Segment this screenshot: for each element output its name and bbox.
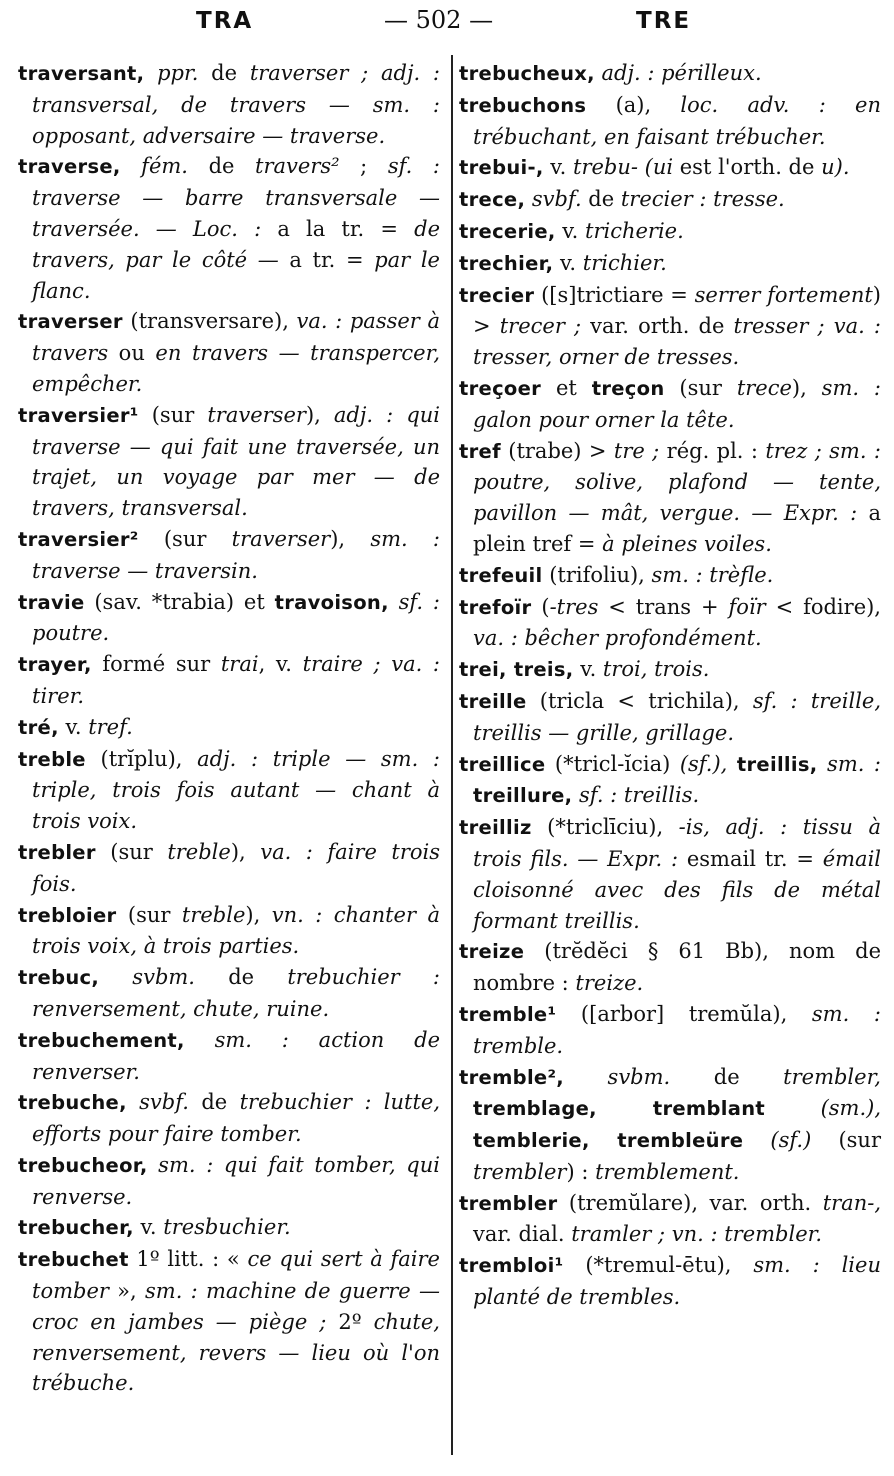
dictionary-entry [459, 686, 881, 749]
italic-text: troi, trois. [602, 657, 710, 682]
italic-text: treize. [575, 971, 644, 996]
dictionary-entry [459, 280, 881, 373]
dictionary-entry [459, 152, 881, 184]
italic-text: tremblement. [595, 1159, 740, 1184]
headword: trebuche, [18, 1091, 127, 1115]
right-column [459, 58, 881, 1313]
headword: trebuchement, [18, 1028, 185, 1052]
italic-text: à pleines voiles. [602, 531, 772, 556]
headword: traverser [18, 310, 123, 334]
italic-text: sm. : lieu planté de trembles. [473, 1253, 881, 1310]
roman-text: ), [230, 839, 261, 864]
roman-text: (*tricl-ĭcia) [545, 751, 680, 776]
roman-text: a tr. = [278, 247, 375, 272]
roman-text: ), [305, 402, 334, 427]
dictionary-entry [459, 1250, 881, 1313]
roman-text: et [541, 375, 592, 400]
roman-text: ( [531, 594, 550, 619]
headword: trefoïr [459, 595, 532, 619]
italic-text: trai [220, 652, 259, 677]
dictionary-entry [459, 560, 881, 592]
italic-text: sm. : trèfle. [651, 562, 774, 587]
headword: treçoer [459, 376, 542, 400]
italic-text: tre ; [613, 438, 660, 463]
dictionary-entry [459, 58, 881, 90]
roman-text: ou [108, 341, 156, 366]
italic-text: traverser [231, 526, 331, 551]
italic-text: ppr. [144, 61, 199, 85]
italic-text: chute, renversement, revers — lieu où l'on trébuche. [32, 1309, 440, 1396]
roman-text: ) : [566, 1159, 596, 1184]
roman-text: rég. pl. : [659, 438, 766, 463]
roman-text: (trifoliu), [542, 562, 652, 587]
italic-text: (sf.), [679, 751, 728, 776]
dictionary-entry [18, 400, 440, 524]
headword: trebuc, [18, 966, 100, 990]
roman-text: (tremŭlare), var. orth. [557, 1190, 823, 1215]
dictionary-entry [459, 248, 881, 280]
dictionary-entry [459, 812, 881, 936]
headword: trechier, [459, 251, 554, 275]
roman-text: ; [339, 154, 388, 179]
dictionary-entry [459, 654, 881, 686]
headword: travie [18, 590, 85, 614]
headword: trecerie, [459, 219, 556, 243]
running-head-right: TRE [636, 8, 692, 34]
italic-text: va. : faire trois fois. [32, 839, 440, 896]
headword: trece, [459, 188, 526, 212]
headword: tremble², [459, 1065, 564, 1089]
italic-text: sm. : tremble. [473, 1001, 881, 1058]
italic-text: -is, adj. : tissu à trois fils. — Expr. : [473, 815, 881, 871]
dictionary-entry [18, 900, 440, 963]
dictionary-entry [18, 1244, 440, 1399]
italic-text: vn. : chanter à trois voix, à trois parties. [32, 902, 440, 959]
roman-text: (transversare), [122, 309, 297, 334]
roman-text: a plein tref = [473, 501, 881, 556]
headword: trebucheux, [459, 62, 595, 85]
headword: treize [459, 940, 525, 964]
italic-text: ce qui sert à faire tomber [32, 1247, 440, 1304]
italic-text: trecier : tresse. [620, 187, 785, 212]
roman-text: (*tremul-ētu), [563, 1253, 754, 1278]
roman-text: est l'orth. de [673, 155, 822, 180]
roman-text: (trĕdĕci § 61 Bb), nom de nombre : [473, 939, 881, 996]
headword: treble [18, 747, 86, 771]
italic-text: sm. : qui fait tomber, qui renverse. [32, 1152, 440, 1209]
dictionary-entry [18, 962, 440, 1025]
roman-text: (tricla < trichila), [526, 688, 753, 713]
headword: trebler [18, 840, 96, 864]
italic-text: trebu- (ui [573, 155, 674, 180]
dictionary-entry [459, 436, 881, 560]
dictionary-entry [18, 1212, 440, 1244]
headword: tremble¹ [459, 1002, 557, 1026]
roman-text: ), [245, 902, 272, 927]
headword: temblerie, trembleüre [473, 1129, 744, 1153]
italic-text: treble [167, 839, 231, 864]
roman-text: (sur [138, 526, 232, 551]
headword: trebui-, [459, 156, 544, 180]
headword: trebuchet [18, 1248, 129, 1272]
dictionary-entry [459, 184, 881, 216]
headword: trecier [459, 283, 535, 307]
italic-text: trebuchier : renversement, chute, ruine. [32, 965, 440, 1021]
roman-text: v. [573, 657, 603, 682]
italic-text: u). [821, 155, 850, 180]
dictionary-entry [18, 649, 440, 712]
italic-text: adj. : triple — sm. : triple, trois fois autant — chant à trois voix. [32, 746, 441, 834]
dictionary-entry [459, 90, 881, 153]
italic-text: trecer ; [499, 314, 582, 339]
dictionary-entry [459, 999, 881, 1062]
roman-text: ([s]trictiare = [534, 282, 695, 307]
roman-text: (sur [664, 375, 737, 400]
running-head-left: TRA [196, 8, 254, 34]
dictionary-entry [18, 1087, 440, 1150]
italic-text: va. : bêcher profondément. [473, 626, 762, 651]
italic-text: (sm.), [765, 1096, 881, 1121]
italic-text: sm. : action de renverser. [32, 1027, 440, 1084]
roman-text: (*triclīciu), [531, 815, 679, 840]
roman-text: 2º [326, 1309, 374, 1334]
roman-text: de [581, 187, 621, 212]
roman-text: < fodire), [765, 594, 881, 619]
roman-text: de [188, 1090, 240, 1115]
dictionary-entry [18, 1150, 440, 1213]
italic-text: va. : passer à travers [32, 309, 440, 366]
roman-text: , v. [258, 652, 303, 677]
italic-text: traverser ; adj. : transversal, de travers — sm. : opposant, adversaire — traverse. [32, 61, 440, 148]
italic-text: svbf. [525, 187, 582, 212]
italic-text: tramler ; vn. : trembler. [571, 1222, 823, 1247]
roman-text: a la tr. = [261, 216, 415, 241]
roman-text: (sur [95, 839, 168, 864]
italic-text: trembler, [783, 1064, 881, 1089]
roman-text: < trans + [598, 594, 729, 619]
roman-text: (sur [138, 402, 208, 427]
italic-text: sm. : traverse — traversin. [32, 526, 441, 583]
headword: tref [459, 439, 501, 463]
headword: trei, treis, [459, 658, 574, 682]
italic-text: émail cloisonné avec des fils de métal formant treillis. [473, 846, 882, 933]
roman-text: 1º litt. : « [128, 1247, 248, 1272]
headword: travoison, [274, 590, 389, 614]
roman-text: v. [133, 1215, 164, 1240]
headword: treilliz [459, 816, 532, 840]
roman-text: var. dial. [473, 1222, 572, 1247]
italic-text: sf. : poutre. [32, 589, 440, 646]
dictionary-entry [459, 592, 881, 655]
italic-text: trembler [473, 1159, 567, 1184]
headword: trebucher, [18, 1216, 134, 1240]
italic-text: en travers — transpercer, empêcher. [32, 341, 440, 396]
headword: treille [459, 689, 527, 713]
headword: treçon [591, 376, 665, 400]
headword: treillure, [473, 784, 573, 808]
italic-text: -tres [549, 594, 599, 619]
column-divider [451, 55, 453, 1455]
italic-text: travers² [255, 154, 340, 179]
italic-text: sf. : treille, treillis — grille, grillage. [473, 688, 882, 745]
dictionary-entry [18, 306, 440, 399]
italic-text: sf. : traverse — barre transversale — traversée. — Loc. : [32, 154, 440, 241]
roman-text: (sav. *trabia) et [84, 589, 275, 614]
headword: trebloier [18, 903, 117, 927]
dictionary-entry [459, 1062, 881, 1188]
roman-text: ([arbor] tremŭla), [556, 1001, 812, 1026]
italic-text: trez ; sm. : poutre, solive, plafond — tente, pavillon — mât, vergue. — Expr. : [473, 438, 881, 526]
dictionary-entry [459, 936, 881, 999]
headword: traverse, [18, 155, 121, 179]
italic-text: tresser ; va. : tresser, orner de tresses. [473, 314, 881, 370]
left-column [18, 58, 440, 1399]
dictionary-entry [18, 744, 440, 837]
italic-text: adj. : qui traverse — qui fait une traversée, un trajet, un voyage par mer — de travers, transversal. [32, 402, 441, 521]
italic-text: de travers, par le côté — [32, 216, 440, 272]
italic-text: sm. : galon pour orner la tête. [473, 375, 881, 432]
roman-text: formé sur [91, 652, 221, 677]
italic-text: par le flanc. [32, 247, 440, 303]
italic-text: sm. : [817, 751, 882, 776]
roman-text: ), [330, 526, 371, 551]
italic-text: loc. adv. : en trébuchant, en faisant trébucher. [473, 92, 881, 149]
roman-text: var. orth. de [581, 314, 734, 339]
italic-text: svbf. [126, 1090, 189, 1115]
italic-text: treble [181, 902, 246, 927]
italic-text: tran-, [822, 1190, 881, 1215]
headword: trembloi¹ [459, 1254, 564, 1278]
italic-text: fém. [120, 154, 188, 179]
roman-text: (trabe) > [500, 438, 614, 463]
roman-text: ), [791, 375, 822, 400]
italic-text: serrer fortement [694, 282, 873, 307]
italic-text: tresbuchier. [163, 1215, 291, 1240]
dictionary-entry [459, 749, 881, 813]
headword: traversier¹ [18, 403, 139, 427]
roman-text: », [108, 1279, 145, 1304]
dictionary-entry [459, 373, 881, 436]
italic-text: trebuchier : lutte, efforts pour faire tomber. [32, 1090, 440, 1147]
headword: trefeuil [459, 563, 543, 587]
headword: treillis, [736, 752, 818, 776]
roman-text: (trĭplu), [85, 746, 198, 771]
italic-text: tref. [88, 714, 133, 739]
roman-text: (a), [586, 92, 681, 117]
headword: trembler [459, 1191, 558, 1215]
italic-text: traire ; va. : tirer. [32, 652, 441, 708]
roman-text: esmail tr. = [678, 846, 823, 871]
roman-text: (sur [116, 902, 182, 927]
italic-text: trichier. [582, 250, 667, 275]
roman-text: ) > [473, 282, 881, 339]
italic-text: svbm. [99, 965, 195, 990]
dictionary-entry [18, 712, 440, 744]
italic-text: traverser [207, 402, 306, 427]
italic-text: svbm. [564, 1064, 671, 1089]
headword: treillice [459, 752, 546, 776]
headword: tré, [18, 715, 59, 739]
italic-text: tricherie. [585, 218, 684, 243]
headword: trebuchons [459, 93, 587, 117]
italic-text: trece [736, 375, 792, 400]
italic-text: adj. : périlleux. [594, 61, 762, 85]
dictionary-entry [459, 216, 881, 248]
roman-text: v. [543, 155, 573, 180]
roman-text: (sur [811, 1128, 881, 1153]
headword: trebucheor, [18, 1153, 148, 1177]
headword: trayer, [18, 653, 92, 677]
dictionary-entry [459, 1188, 881, 1251]
headword: traversier² [18, 527, 139, 551]
italic-text: (sf.) [743, 1128, 812, 1153]
dictionary-entry [18, 587, 440, 650]
roman-text: v. [553, 250, 583, 275]
roman-text: v. [58, 714, 89, 739]
page-header [0, 0, 894, 48]
italic-text: sm. : machine de guerre — croc en jambes — piège ; [32, 1279, 441, 1334]
headword: traversant, [18, 62, 145, 85]
page-number: — 502 — [384, 6, 494, 34]
dictionary-entry [18, 524, 440, 587]
roman-text: de [198, 61, 250, 85]
roman-text: de [670, 1064, 784, 1089]
dictionary-entry [18, 58, 440, 151]
roman-text: de [194, 965, 288, 990]
roman-text: v. [555, 218, 585, 243]
dictionary-entry [18, 1025, 440, 1088]
dictionary-entry [18, 837, 440, 900]
dictionary-entry [18, 151, 440, 306]
headword: tremblage, tremblant [473, 1097, 766, 1121]
italic-text: sf. : treillis. [572, 783, 700, 808]
roman-text [727, 752, 737, 776]
roman-text: de [187, 154, 256, 179]
italic-text: foïr [728, 594, 766, 619]
